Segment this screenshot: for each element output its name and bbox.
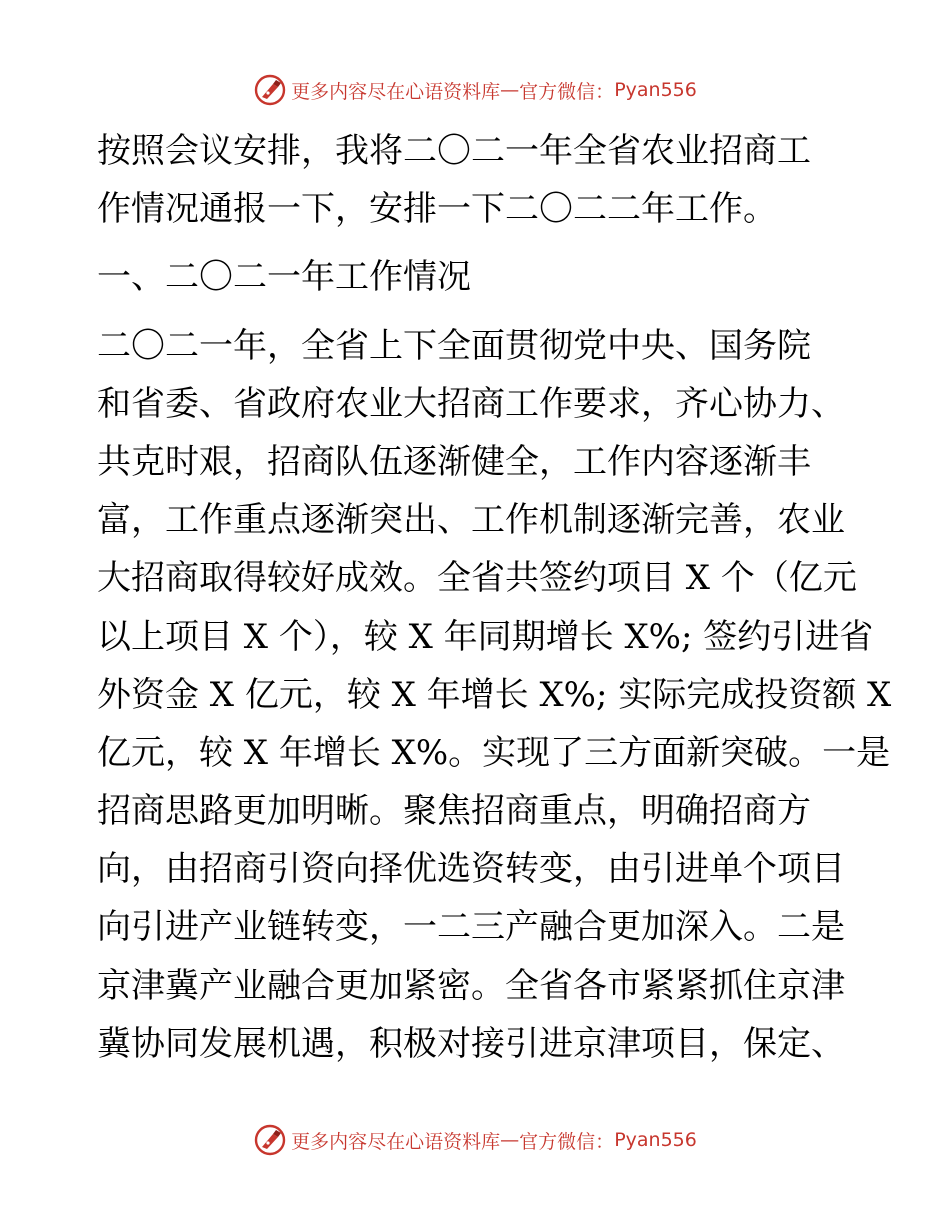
- text-line: 京津冀产业融合更加紧密。全省各市紧紧抓住京津: [97, 965, 845, 1006]
- text-line: 招商思路更加明晰。聚焦招商重点，明确招商方: [97, 791, 811, 832]
- text-line: 向，由招商引资向择优选资转变，由引进单个项目: [97, 849, 845, 890]
- watermark-wechat-label: 官方微信：: [519, 1130, 615, 1153]
- footer-watermark: [0, 1120, 950, 1160]
- watermark-brand: 更多内容尽在心语资料库: [291, 80, 501, 103]
- watermark-separator: —: [500, 79, 520, 101]
- watermark-handle: Pyan556: [614, 1129, 697, 1151]
- document-body: [97, 122, 892, 1073]
- text-line: 按照会议安排，我将二〇二一年全省农业招商工: [97, 131, 811, 171]
- text-line: 冀协同发展机遇，积极对接引进京津项目，保定、: [97, 1023, 845, 1064]
- text-line: 以上项目 X 个），较 X 年同期增长 X%; 签约引进省: [97, 616, 874, 657]
- text-line: 亿元，较 X 年增长 X%。实现了三方面新突破。一是: [97, 732, 891, 773]
- pen-nib-circle-icon: [253, 73, 287, 107]
- text-line: 富，工作重点逐渐突出、工作机制逐渐完善，农业: [97, 500, 845, 541]
- text-line: 作情况通报一下，安排一下二〇二二年工作。: [97, 189, 777, 230]
- text-line: 大招商取得较好成效。全省共签约项目 X 个（亿元: [97, 558, 857, 599]
- section-heading: 一、二〇二一年工作情况: [97, 257, 471, 298]
- watermark-separator: —: [500, 1129, 520, 1151]
- text-line: 外资金 X 亿元，较 X 年增长 X%; 实际完成投资额 X: [97, 674, 892, 715]
- text-line: 共克时艰，招商队伍逐渐健全，工作内容逐渐丰: [97, 441, 811, 482]
- watermark-brand: 更多内容尽在心语资料库: [291, 1130, 501, 1153]
- text-line: 二〇二一年，全省上下全面贯彻党中央、国务院: [97, 325, 811, 366]
- watermark-handle: Pyan556: [614, 79, 697, 101]
- text-line: 向引进产业链转变，一二三产融合更加深入。二是: [97, 907, 845, 948]
- pen-nib-circle-icon: [253, 1123, 287, 1157]
- header-watermark: [0, 70, 950, 110]
- text-line: 和省委、省政府农业大招商工作要求，齐心协力、: [97, 383, 845, 424]
- watermark-wechat-label: 官方微信：: [519, 80, 615, 103]
